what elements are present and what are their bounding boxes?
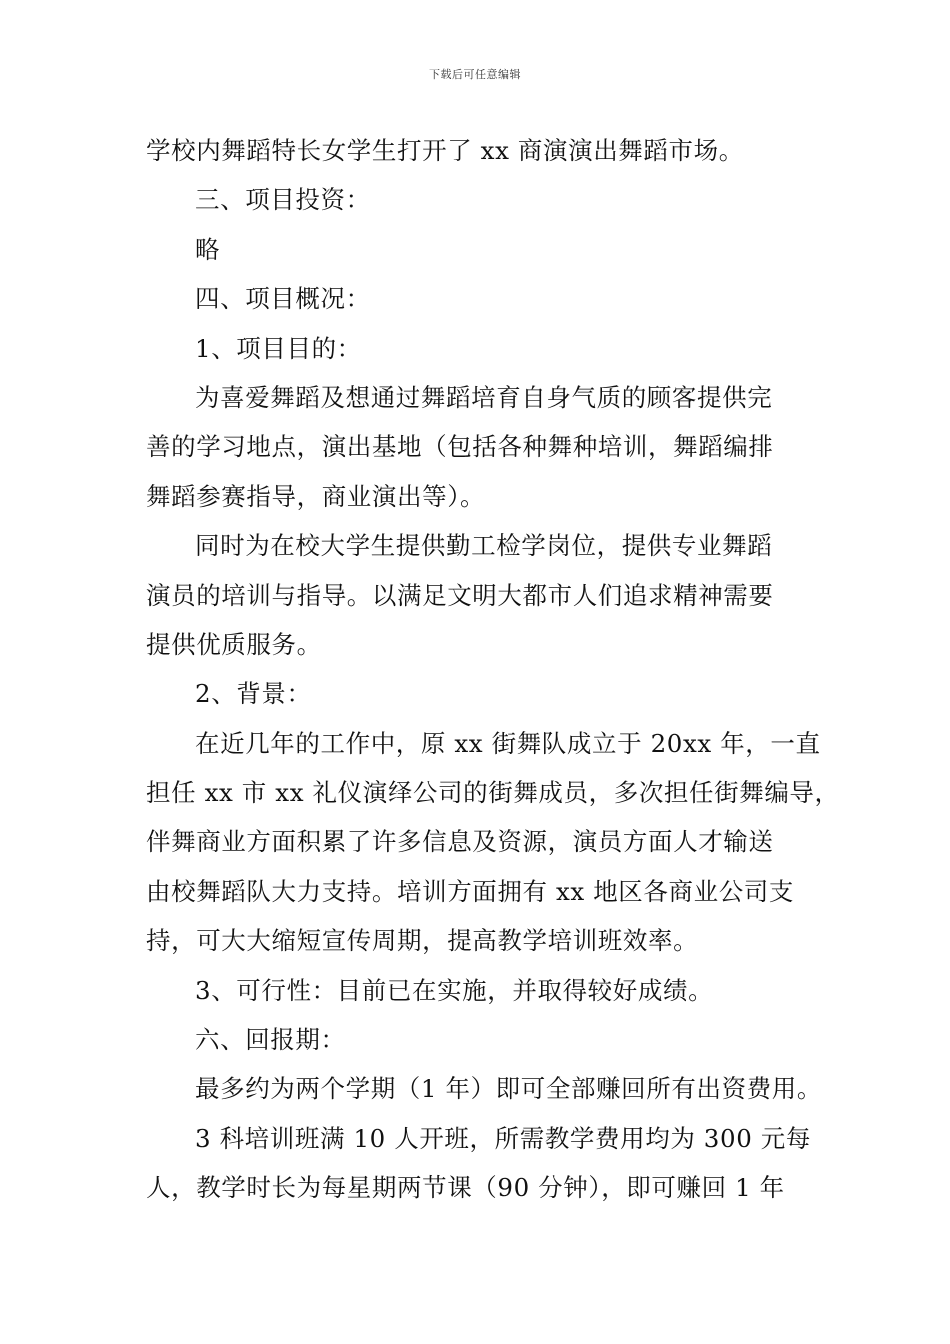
- paragraph-line: 3 科培训班满 10 人开班，所需教学费用均为 300 元每: [195, 1123, 811, 1153]
- paragraph-line: 最多约为两个学期（1 年）即可全部赚回所有出资费用。: [195, 1074, 822, 1104]
- subheading-feasibility: 3、可行性：目前已在实施，并取得较好成绩。: [195, 975, 714, 1005]
- section-heading-investment: 三、项目投资：: [195, 185, 371, 215]
- paragraph-line: 同时为在校大学生提供勤工检学岗位，提供专业舞蹈: [195, 531, 773, 561]
- paragraph-line: 舞蹈参赛指导，商业演出等）。: [146, 481, 486, 511]
- page-header: 下载后可任意编辑: [429, 68, 521, 81]
- paragraph-line: 伴舞商业方面积累了许多信息及资源，演员方面人才输送: [146, 827, 774, 857]
- section-heading-payback: 六、回报期：: [195, 1025, 346, 1055]
- paragraph-line: 略: [195, 234, 221, 264]
- paragraph-line: 在近几年的工作中，原 xx 街舞队成立于 20xx 年，一直: [195, 728, 821, 758]
- paragraph-line: 提供优质服务。: [146, 629, 322, 659]
- paragraph-line: 人，教学时长为每星期两节课（90 分钟），即可赚回 1 年: [146, 1173, 785, 1203]
- paragraph-line: 由校舞蹈队大力支持。培训方面拥有 xx 地区各商业公司支: [146, 876, 795, 906]
- paragraph-line: 担任 xx 市 xx 礼仪演绎公司的街舞成员，多次担任街舞编导，: [146, 778, 840, 808]
- section-heading-overview: 四、项目概况：: [195, 284, 371, 314]
- paragraph-line: 持，可大大缩短宣传周期，提高教学培训班效率。: [146, 926, 699, 956]
- paragraph-line: 演员的培训与指导。以满足文明大都市人们追求精神需要: [146, 580, 774, 610]
- document-body: [146, 126, 840, 1213]
- subheading-background: 2、背景：: [195, 679, 312, 709]
- paragraph-line: 善的学习地点，演出基地（包括各种舞种培训，舞蹈编排: [146, 432, 774, 462]
- paragraph-line: 为喜爱舞蹈及想通过舞蹈培育自身气质的顾客提供完: [195, 382, 773, 412]
- subheading-purpose: 1、项目目的：: [195, 333, 362, 363]
- paragraph-line: 学校内舞蹈特长女学生打开了 xx 商演演出舞蹈市场。: [146, 136, 744, 165]
